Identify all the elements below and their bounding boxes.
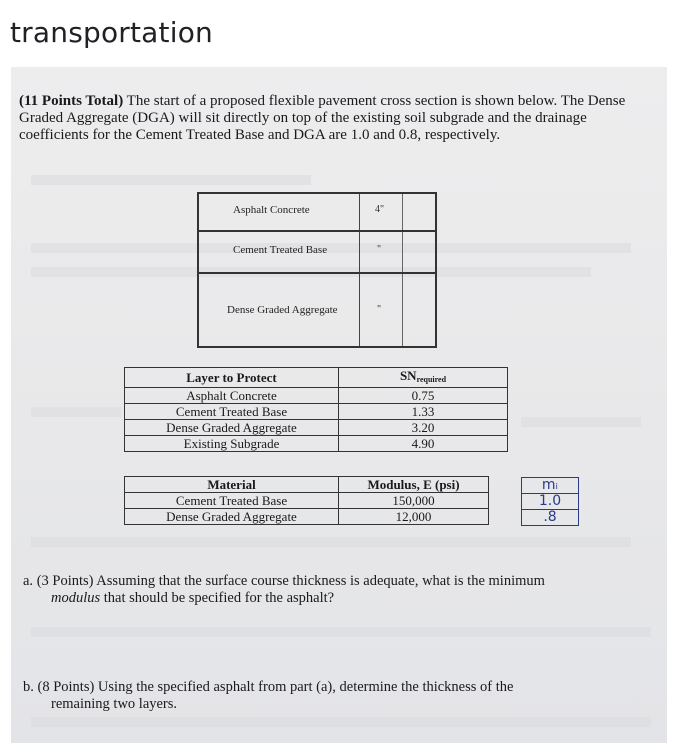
layer-asphalt-thickness: 4" <box>375 204 385 215</box>
question-a-tail: that should be specified for the asphalt? <box>103 590 335 606</box>
table-cell: 0.75 <box>339 388 508 404</box>
table-row <box>125 493 489 509</box>
table-row <box>125 404 508 420</box>
question-a <box>23 573 653 607</box>
sn-subscript: required <box>416 375 447 384</box>
modulus-table <box>124 476 489 525</box>
table-row <box>125 436 508 452</box>
table-cell: Cement Treated Base <box>125 404 339 420</box>
table-header: Material <box>125 477 339 493</box>
problem-intro <box>19 93 649 144</box>
question-b-text: (8 Points) Using the specified asphalt from part (a), determine the thickness of the <box>37 679 514 695</box>
layer-asphalt-label: Asphalt Concrete <box>233 204 310 216</box>
layer-dga-label: Dense Graded Aggregate <box>227 304 338 316</box>
table-cell: Cement Treated Base <box>125 493 339 509</box>
table-cell: 4.90 <box>339 436 508 452</box>
table-cell: 12,000 <box>339 509 489 525</box>
table-row <box>125 477 489 493</box>
table-row <box>125 388 508 404</box>
layer-dga-thickness: " <box>377 304 382 315</box>
question-a-text: (3 Points) Assuming that the surface course thickness is adequate, what is the minimum <box>36 573 545 589</box>
question-b-tail: remaining two layers. <box>51 696 178 712</box>
mi-header: mᵢ <box>521 477 579 494</box>
table-row <box>125 420 508 436</box>
table-cell: Existing Subgrade <box>125 436 339 452</box>
table-cell: 150,000 <box>339 493 489 509</box>
points-total: (11 Points Total) <box>19 93 124 109</box>
table-cell: Dense Graded Aggregate <box>125 420 339 436</box>
page-title: transportation <box>10 16 213 49</box>
mi-value-dga: .8 <box>521 509 579 526</box>
table-cell: Asphalt Concrete <box>125 388 339 404</box>
table-header <box>339 368 508 388</box>
table-cell: Dense Graded Aggregate <box>125 509 339 525</box>
layer-ctb-thickness: " <box>377 244 382 255</box>
sn-required-table <box>124 367 508 452</box>
dimension-line <box>402 194 403 346</box>
table-cell: 1.33 <box>339 404 508 420</box>
layer-boundary-2 <box>199 272 435 274</box>
layer-boundary-1 <box>199 230 435 232</box>
question-b <box>23 679 653 713</box>
sn-symbol: SN <box>399 368 417 383</box>
layer-ctb-label: Cement Treated Base <box>233 244 328 256</box>
question-a-label: a. <box>23 573 34 589</box>
intro-text: The start of a proposed flexible pavement cross section is shown below. The Dense Graded Aggregate (DGA) will sit directly on top of the existing soil subgrade and the drainage coefficients for the Cement Treated Base and DGA are 1.0 and 0.8, respectively. <box>19 93 626 143</box>
mi-value-ctb: 1.0 <box>521 493 579 510</box>
question-a-continuation <box>23 590 653 607</box>
thickness-divider <box>359 194 360 346</box>
table-header: Layer to Protect <box>125 368 339 388</box>
table-cell: 3.20 <box>339 420 508 436</box>
problem-photo <box>11 67 667 743</box>
pavement-cross-section <box>197 192 437 348</box>
question-a-italic: modulus <box>51 590 101 606</box>
table-row <box>125 368 508 388</box>
question-b-label: b. <box>23 679 34 695</box>
table-header: Modulus, E (psi) <box>339 477 489 493</box>
handwritten-drainage-coefficients <box>521 478 579 530</box>
table-row <box>125 509 489 525</box>
